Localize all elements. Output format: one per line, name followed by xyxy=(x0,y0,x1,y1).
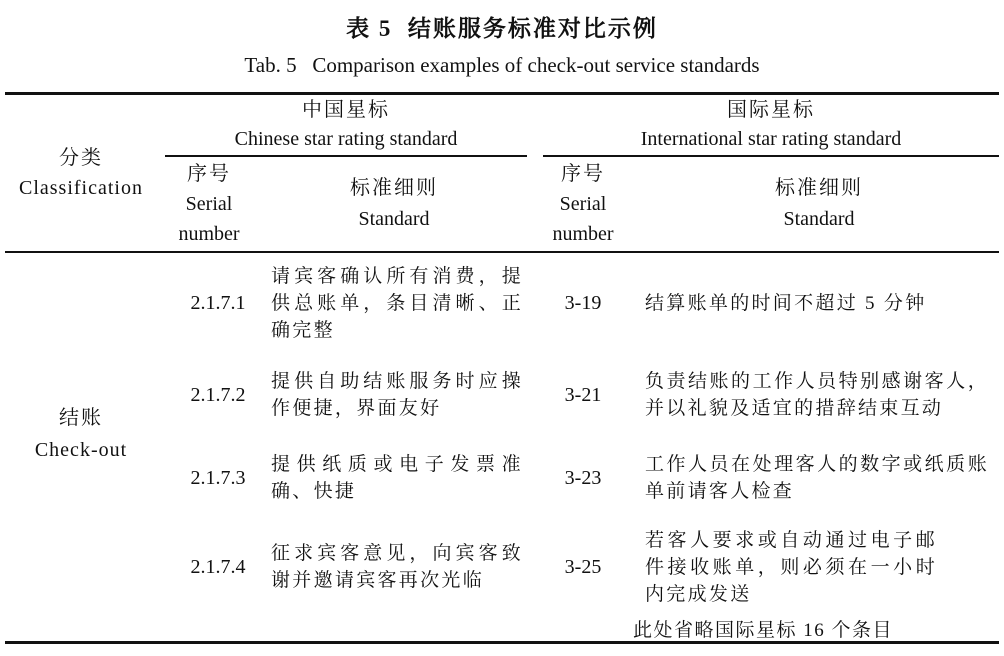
int-standard-text xyxy=(639,437,999,519)
table-body xyxy=(5,253,999,644)
category-checkout-en: Check-out xyxy=(34,439,128,461)
int-serial-value: 3-21 xyxy=(564,383,602,406)
int-standard-text xyxy=(639,519,999,615)
header-cn-serial-zh: 序号 xyxy=(187,163,231,185)
header-int-serial-en1: Serial xyxy=(559,193,607,215)
int-serial-value: 3-25 xyxy=(564,555,602,578)
header-group-chinese xyxy=(165,95,527,157)
cn-standard-text xyxy=(261,519,527,615)
header-cn-standard-en: Standard xyxy=(358,208,430,230)
cn-standard-text-content: 请宾客确认所有消费，提供总账单，条目清晰、正确完整 xyxy=(271,265,523,341)
header-classification-zh: 分类 xyxy=(59,147,103,169)
cn-standard-text xyxy=(261,437,527,519)
int-standard-text xyxy=(639,253,999,353)
cn-standard-text-content: 提供自助结账服务时应操作便捷，界面友好 xyxy=(271,371,523,419)
header-group-international xyxy=(543,95,999,157)
int-standard-text xyxy=(639,353,999,437)
header-int-standard-en: Standard xyxy=(783,208,855,230)
cn-serial-value: 2.1.7.2 xyxy=(190,383,246,406)
header-cn-serial-en1: Serial xyxy=(185,193,233,215)
int-standard-text-content: 工作人员在处理客人的数字或纸质账单前请客人检查 xyxy=(645,454,989,502)
int-serial-value: 3-19 xyxy=(564,291,602,314)
cn-standard-text xyxy=(261,353,527,437)
header-int-standard-zh: 标准细则 xyxy=(775,177,863,199)
header-int-serial-zh: 序号 xyxy=(561,163,605,185)
comparison-table xyxy=(5,92,999,644)
table-title-zh: 表 5 结账服务标准对比示例 xyxy=(346,16,658,41)
header-int-serial xyxy=(527,157,639,251)
header-int-serial-en2: number xyxy=(552,223,614,245)
header-classification-en: Classification xyxy=(19,177,143,199)
header-cn-serial-en2: number xyxy=(178,223,240,245)
cn-serial-value: 2.1.7.4 xyxy=(190,555,246,578)
category-checkout xyxy=(5,253,157,615)
table-caption xyxy=(0,0,1004,82)
cn-standard-text-content: 征求宾客意见，向宾客致谢并邀请宾客再次光临 xyxy=(271,543,523,591)
cn-serial-value: 2.1.7.3 xyxy=(190,466,246,489)
int-standard-text-content: 负责结账的工作人员特别感谢客人，并以礼貌及适宜的措辞结束互动 xyxy=(645,371,989,419)
header-group-chinese-zh: 中国星标 xyxy=(302,99,390,121)
header-cn-standard-zh: 标准细则 xyxy=(350,177,438,199)
category-checkout-zh: 结账 xyxy=(59,407,103,429)
int-serial-value: 3-23 xyxy=(564,466,602,489)
cn-standard-text-content: 提供纸质或电子发票准确、快捷 xyxy=(271,454,523,502)
int-standard-text-content: 若客人要求或自动通过电子邮件接收账单，则必须在一小时内完成发送 xyxy=(645,529,937,605)
table-title-en: Tab. 5 Comparison examples of check-out service standards xyxy=(244,53,760,77)
cn-standard-text xyxy=(261,253,527,353)
int-standard-text-content: 结算账单的时间不超过 5 分钟 xyxy=(645,292,927,314)
header-int-standard xyxy=(639,157,999,251)
header-classification xyxy=(5,95,157,251)
header-cn-standard xyxy=(261,157,527,251)
header-cn-serial xyxy=(157,157,261,251)
cn-serial-value: 2.1.7.1 xyxy=(190,291,246,314)
header-group-international-zh: 国际星标 xyxy=(727,99,815,121)
omitted-entries-note: 此处省略国际星标 16 个条目 xyxy=(632,619,893,641)
table-header xyxy=(5,92,999,253)
header-group-international-en: International star rating standard xyxy=(640,128,902,150)
header-group-chinese-en: Chinese star rating standard xyxy=(234,128,458,150)
